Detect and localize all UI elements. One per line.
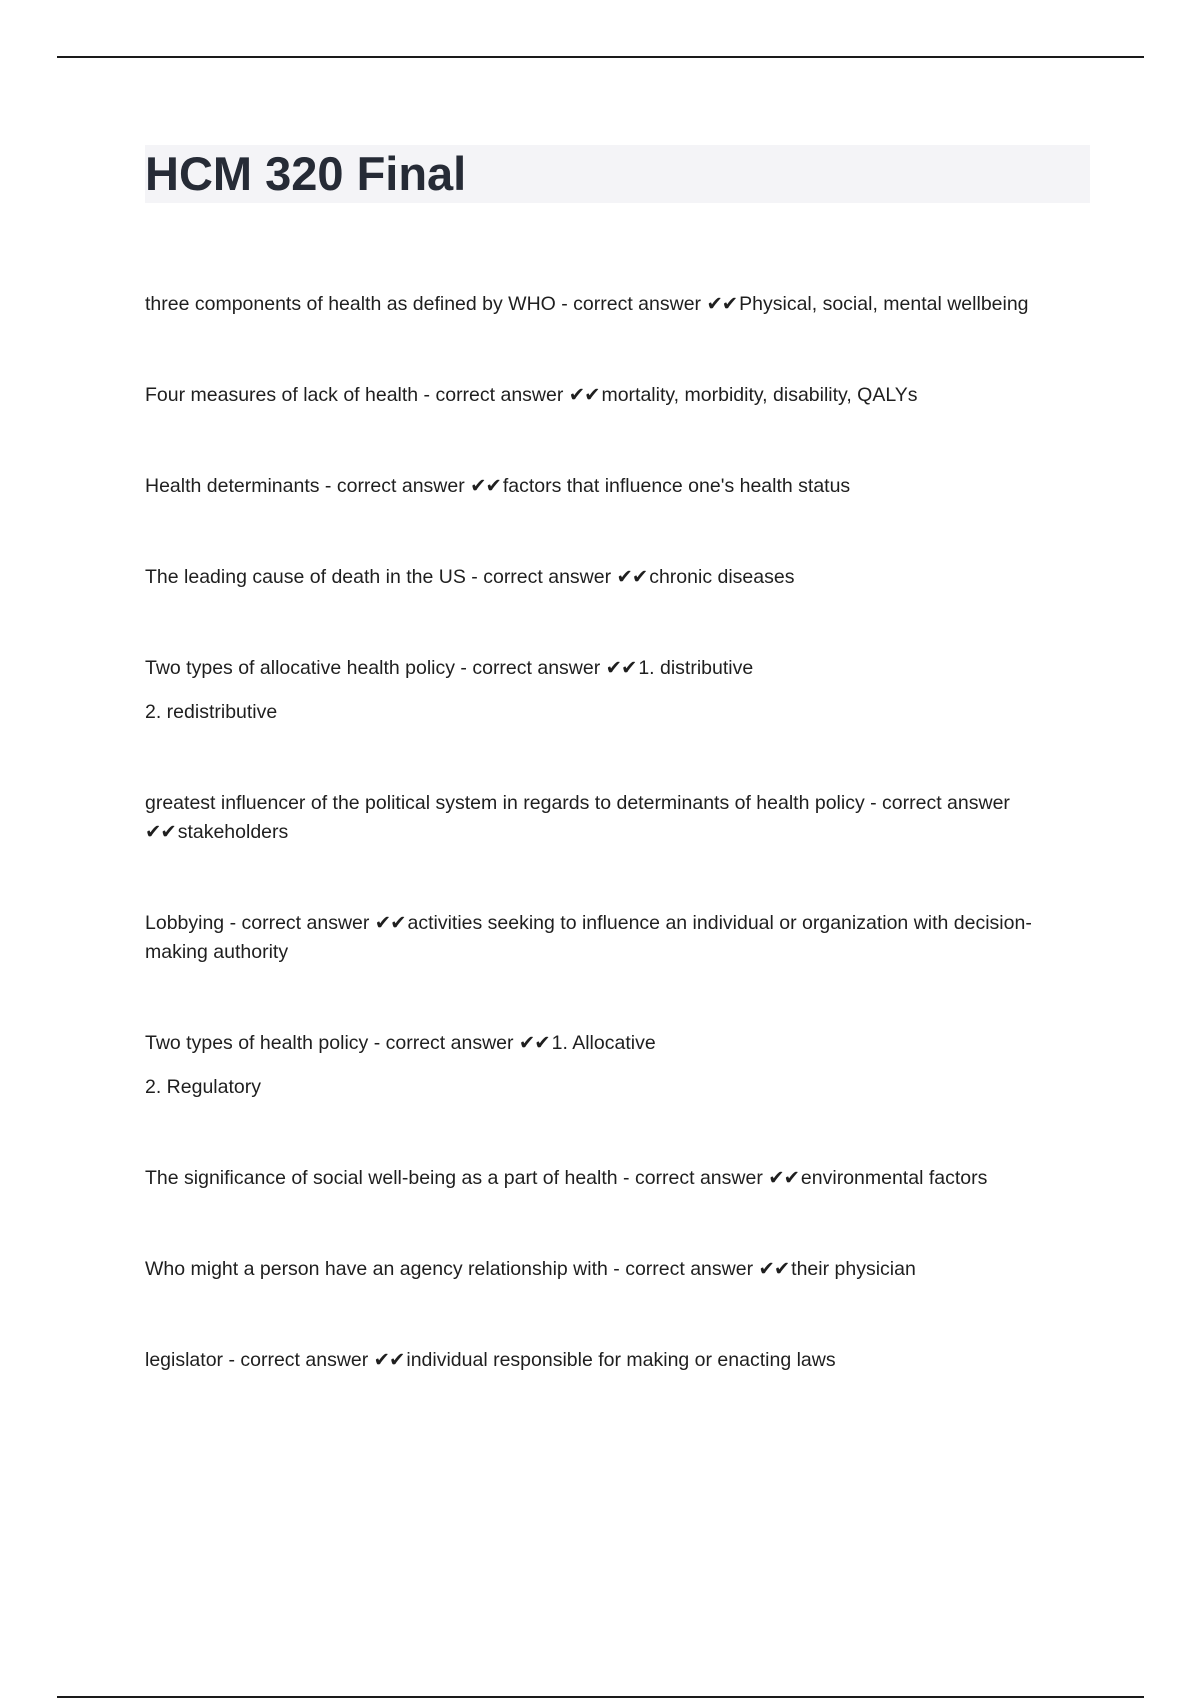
qa-line [145, 1346, 1090, 1375]
answer-text: 1. Allocative [551, 1032, 656, 1054]
qa-item [145, 381, 1090, 410]
qa-item [145, 1029, 1090, 1102]
answer-text: activities seeking to influence an individual or organization with decision-making authority [145, 912, 1032, 963]
answer-separator: - correct answer [368, 1032, 519, 1054]
answer-text: environmental factors [800, 1167, 988, 1189]
top-rule [57, 56, 1144, 58]
question-text: Health determinants [145, 475, 320, 497]
check-icon: ✔✔ [605, 657, 637, 679]
answer-text: Physical, social, mental wellbeing [739, 293, 1029, 315]
qa-line [145, 1255, 1090, 1284]
answer-separator: - correct answer [319, 475, 471, 497]
answer-text: factors that influence one's health status [502, 475, 851, 497]
question-text: Lobbying [145, 912, 225, 934]
answer-separator: - correct answer [418, 384, 569, 406]
qa-line [145, 290, 1090, 319]
answer-separator: - correct answer [864, 792, 1010, 814]
qa-item [145, 909, 1090, 967]
question-text: three components of health as defined by WHO [145, 293, 556, 315]
answer-continuation: 2. Regulatory [145, 1076, 261, 1098]
answer-text: individual responsible for making or enacting laws [406, 1349, 836, 1371]
answer-separator: - correct answer [455, 657, 606, 679]
qa-line [145, 1164, 1090, 1193]
answer-separator: - correct answer [224, 912, 375, 934]
answer-text: their physician [791, 1258, 916, 1280]
qa-line [145, 1029, 1090, 1058]
question-text: Four measures of lack of health [145, 384, 419, 406]
check-icon: ✔✔ [145, 821, 176, 843]
qa-line [145, 909, 1090, 967]
answer-text: 1. distributive [638, 657, 754, 679]
answer-text: mortality, morbidity, disability, QALYs [601, 384, 918, 406]
answer-text: chronic diseases [649, 566, 795, 588]
check-icon: ✔✔ [373, 1349, 405, 1371]
qa-line [145, 381, 1090, 410]
answer-separator: - correct answer [607, 1258, 759, 1280]
qa-line [145, 472, 1090, 501]
answer-separator: - correct answer [617, 1167, 769, 1189]
check-icon: ✔✔ [758, 1258, 790, 1280]
qa-line [145, 654, 1090, 683]
question-text: The significance of social well-being as a part of health [145, 1167, 618, 1189]
check-icon: ✔✔ [616, 566, 648, 588]
question-text: legislator [145, 1349, 224, 1371]
question-text: Two types of allocative health policy [145, 657, 456, 679]
qa-item [145, 563, 1090, 592]
answer-continuation: 2. redistributive [145, 701, 278, 723]
qa-list [145, 290, 1090, 1437]
check-icon: ✔✔ [768, 1167, 799, 1189]
check-icon: ✔✔ [706, 293, 738, 315]
check-icon: ✔✔ [518, 1032, 550, 1054]
qa-item [145, 290, 1090, 319]
bottom-rule [57, 1696, 1144, 1698]
check-icon: ✔✔ [568, 384, 600, 406]
answer-separator: - correct answer [465, 566, 617, 588]
qa-line [145, 789, 1090, 847]
qa-item [145, 1346, 1090, 1375]
qa-item [145, 789, 1090, 847]
page-title: HCM 320 Final [145, 147, 467, 200]
question-text: Two types of health policy [145, 1032, 369, 1054]
question-text: The leading cause of death in the US [145, 566, 466, 588]
question-text: Who might a person have an agency relationship with [145, 1258, 608, 1280]
check-icon: ✔✔ [470, 475, 501, 497]
qa-item [145, 472, 1090, 501]
qa-item [145, 1255, 1090, 1284]
question-text: greatest influencer of the political system in regards to determinants of health policy [145, 792, 865, 814]
answer-separator: - correct answer [555, 293, 707, 315]
answer-text: stakeholders [177, 821, 289, 843]
check-icon: ✔✔ [374, 912, 406, 934]
answer-separator: - correct answer [223, 1349, 374, 1371]
qa-line [145, 563, 1090, 592]
qa-item [145, 654, 1090, 727]
qa-item [145, 1164, 1090, 1193]
